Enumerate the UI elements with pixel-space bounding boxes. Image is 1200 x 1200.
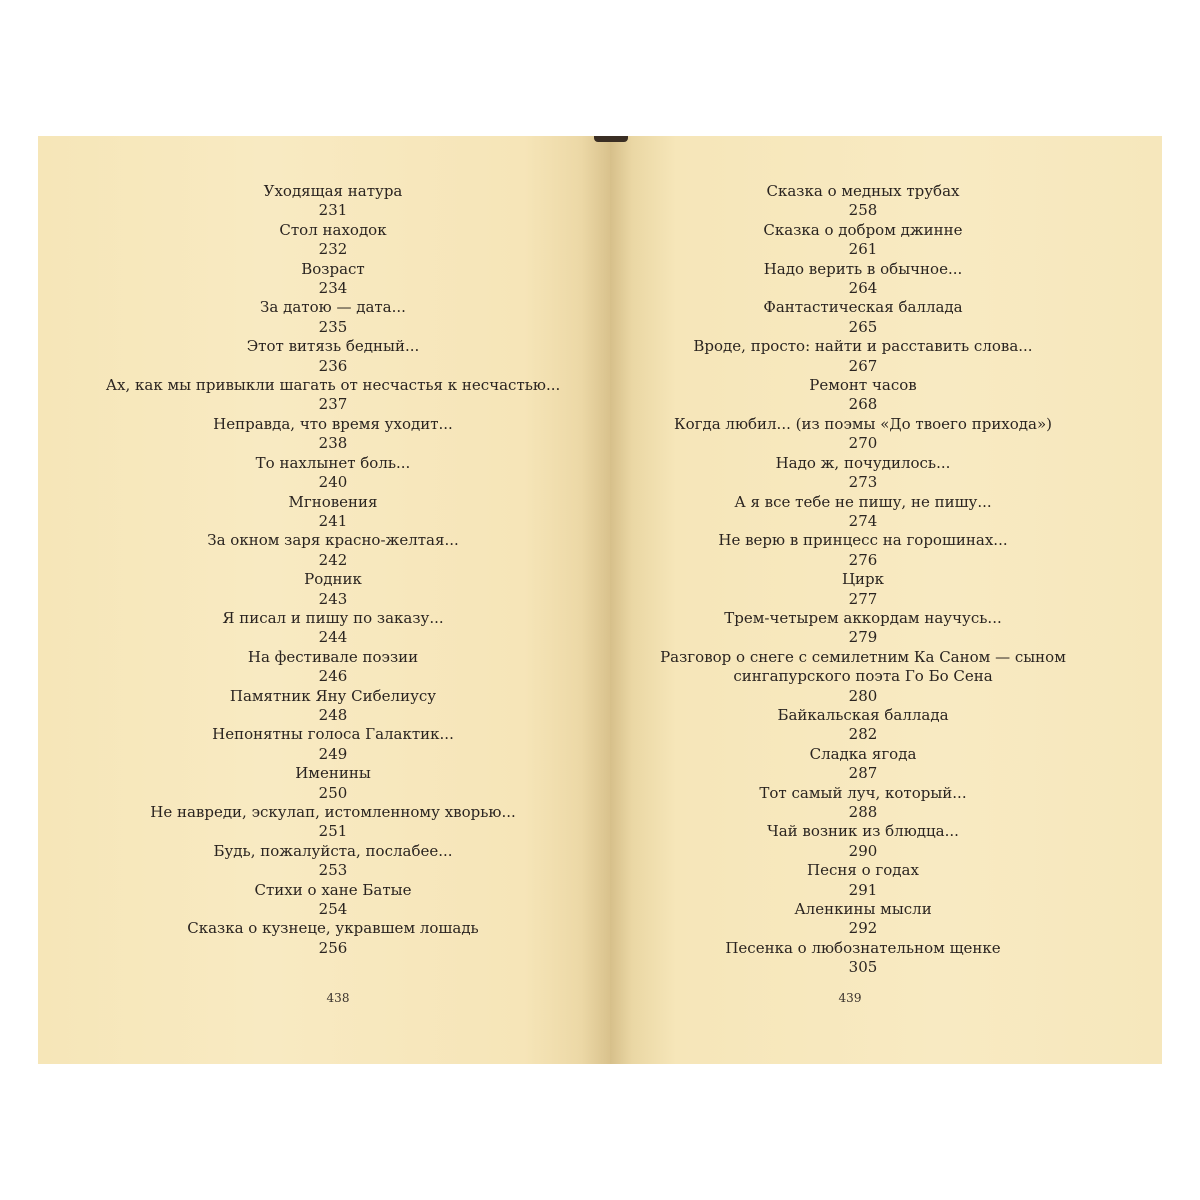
toc-entry-title: Байкальская баллада <box>777 705 949 724</box>
toc-entry <box>94 570 572 609</box>
toc-entry-page-number: 290 <box>848 841 878 860</box>
toc-entry-page-number: 246 <box>318 667 348 686</box>
toc-entry <box>94 919 572 958</box>
toc-entry-title: А я все тебе не пишу, не пишу... <box>734 492 992 511</box>
toc-entry-title: Не верю в принцесс на горошинах... <box>718 531 1008 550</box>
right-page <box>610 136 1162 1064</box>
toc-entry-page-number: 240 <box>318 473 348 492</box>
toc-entry-title: Памятник Яну Сибелиусу <box>229 686 437 705</box>
toc-entry-page-number: 232 <box>318 240 348 259</box>
toc-entry <box>634 706 1092 745</box>
left-toc <box>94 182 572 958</box>
toc-entry-page-number: 243 <box>318 589 348 608</box>
toc-entry <box>94 531 572 570</box>
toc-entry <box>94 260 572 299</box>
toc-entry <box>634 648 1092 706</box>
toc-entry-page-number: 268 <box>848 395 878 414</box>
toc-entry <box>94 221 572 260</box>
toc-entry-page-number: 282 <box>848 725 878 744</box>
toc-entry <box>94 842 572 881</box>
toc-entry-page-number: 305 <box>848 958 878 977</box>
toc-entry <box>94 298 572 337</box>
toc-entry-title: За окном заря красно-желтая... <box>207 531 459 550</box>
toc-entry-title: Когда любил... (из поэмы «До твоего прихода») <box>673 414 1053 433</box>
toc-entry-page-number: 256 <box>318 938 348 957</box>
toc-entry-title: Не навреди, эскулап, истомленному хворью... <box>150 803 516 821</box>
left-folio: 438 <box>326 991 350 1005</box>
toc-entry <box>634 939 1092 978</box>
toc-entry-page-number: 258 <box>848 201 878 220</box>
toc-entry-title: Сказка о кузнеце, укравшем лошадь <box>187 919 479 938</box>
toc-entry-page-number: 248 <box>318 705 348 724</box>
toc-entry <box>94 376 572 415</box>
toc-entry-title: Тот самый луч, который... <box>759 783 967 802</box>
toc-entry <box>94 803 572 842</box>
toc-entry-title: Фантастическая баллада <box>763 298 963 317</box>
toc-entry-title: Я писал и пишу по заказу... <box>222 608 444 627</box>
toc-entry <box>634 260 1092 299</box>
toc-entry <box>94 454 572 493</box>
toc-entry-title: Песня о годах <box>807 861 919 880</box>
toc-entry-page-number: 231 <box>318 201 348 220</box>
toc-entry-page-number: 270 <box>848 434 878 453</box>
toc-entry <box>634 861 1092 900</box>
toc-entry-page-number: 251 <box>318 822 348 841</box>
toc-entry <box>634 570 1092 609</box>
toc-entry-title: Мгновения <box>288 492 378 511</box>
toc-entry-page-number: 244 <box>318 628 348 647</box>
toc-entry-page-number: 273 <box>848 473 878 492</box>
toc-entry <box>634 609 1092 648</box>
toc-entry-page-number: 276 <box>848 550 878 569</box>
toc-entry <box>94 725 572 764</box>
toc-entry-title: То нахлынет боль... <box>255 453 411 472</box>
toc-entry <box>94 764 572 803</box>
toc-entry <box>634 182 1092 221</box>
toc-entry-page-number: 274 <box>848 511 878 530</box>
toc-entry-title: Стол находок <box>279 220 387 239</box>
toc-entry-title: На фестивале поэзии <box>247 647 419 666</box>
spine-shadow <box>594 136 628 142</box>
toc-entry <box>634 454 1092 493</box>
toc-entry-page-number: 249 <box>318 744 348 763</box>
toc-entry-title: Цирк <box>841 570 885 589</box>
toc-entry-title: Аленкины мысли <box>794 900 932 919</box>
toc-entry-page-number: 242 <box>318 550 348 569</box>
toc-entry-page-number: 292 <box>848 919 878 938</box>
toc-entry-page-number: 291 <box>848 880 878 899</box>
toc-entry-title: Ремонт часов <box>809 376 917 395</box>
toc-entry-title: Сказка о медных трубах <box>766 182 960 200</box>
toc-entry <box>634 900 1092 939</box>
toc-entry <box>634 531 1092 570</box>
toc-entry <box>94 337 572 376</box>
toc-entry-title: Ах, как мы привыкли шагать от несчастья к несчастью... <box>105 376 561 395</box>
toc-entry-page-number: 261 <box>848 240 878 259</box>
toc-entry-title: Сладка ягода <box>809 744 917 763</box>
toc-entry-title: Родник <box>304 570 362 589</box>
toc-entry-page-number: 235 <box>318 317 348 336</box>
toc-entry <box>634 784 1092 823</box>
toc-entry-page-number: 237 <box>318 395 348 414</box>
toc-entry-page-number: 253 <box>318 861 348 880</box>
toc-entry-page-number: 254 <box>318 900 348 919</box>
toc-entry-title: Стихи о хане Батые <box>254 880 412 899</box>
toc-entry <box>634 822 1092 861</box>
toc-entry <box>634 337 1092 376</box>
toc-entry-page-number: 236 <box>318 356 348 375</box>
toc-entry <box>94 493 572 532</box>
toc-entry <box>94 609 572 648</box>
toc-entry-title: Песенка о любознательном щенке <box>725 938 1001 957</box>
toc-entry-title: Надо верить в обычное... <box>763 259 963 278</box>
toc-entry <box>94 687 572 726</box>
toc-entry-page-number: 288 <box>848 803 878 821</box>
toc-entry <box>634 415 1092 454</box>
toc-entry-title: За датою — дата... <box>260 298 406 317</box>
toc-entry <box>634 221 1092 260</box>
toc-entry <box>94 182 572 221</box>
toc-entry-page-number: 277 <box>848 589 878 608</box>
toc-entry-title: Чай возник из блюдца... <box>767 822 959 841</box>
book-spread <box>38 136 1162 1064</box>
toc-entry-title: Этот витязь бедный... <box>246 337 420 356</box>
right-folio: 439 <box>838 991 862 1005</box>
toc-entry-page-number: 287 <box>848 764 878 783</box>
toc-entry <box>634 298 1092 337</box>
toc-entry-title: Будь, пожалуйста, послабее... <box>213 841 453 860</box>
toc-entry-page-number: 241 <box>318 511 348 530</box>
toc-entry <box>94 881 572 920</box>
toc-entry-title: Непонятны голоса Галактик... <box>212 725 454 744</box>
toc-entry-title: Вроде, просто: найти и расставить слова... <box>693 337 1033 356</box>
toc-entry <box>634 493 1092 532</box>
toc-entry <box>94 415 572 454</box>
toc-entry-title: Уходящая натура <box>263 182 403 200</box>
toc-entry-page-number: 265 <box>848 317 878 336</box>
toc-entry-page-number: 264 <box>848 279 878 298</box>
toc-entry-title: Возраст <box>301 259 365 278</box>
toc-entry-title: Сказка о добром джинне <box>763 220 963 239</box>
toc-entry-page-number: 234 <box>318 279 348 298</box>
toc-entry-page-number: 280 <box>848 686 878 705</box>
left-page <box>38 136 610 1064</box>
toc-entry-page-number: 250 <box>318 783 348 802</box>
toc-entry-title: Разговор о снеге с семилетним Ка Саном — сыном сингапурского поэта Го Бо Сена <box>660 647 1066 686</box>
toc-entry-title: Именины <box>295 764 371 783</box>
toc-entry <box>94 648 572 687</box>
toc-entry-title: Надо ж, почудилось... <box>775 453 951 472</box>
right-toc <box>634 182 1092 978</box>
toc-entry-title: Трем-четырем аккордам научусь... <box>724 608 1002 627</box>
toc-entry <box>634 376 1092 415</box>
toc-entry-page-number: 238 <box>318 434 348 453</box>
toc-entry <box>634 745 1092 784</box>
toc-entry-page-number: 279 <box>848 628 878 647</box>
toc-entry-page-number: 267 <box>848 356 878 375</box>
toc-entry-title: Неправда, что время уходит... <box>213 414 453 433</box>
